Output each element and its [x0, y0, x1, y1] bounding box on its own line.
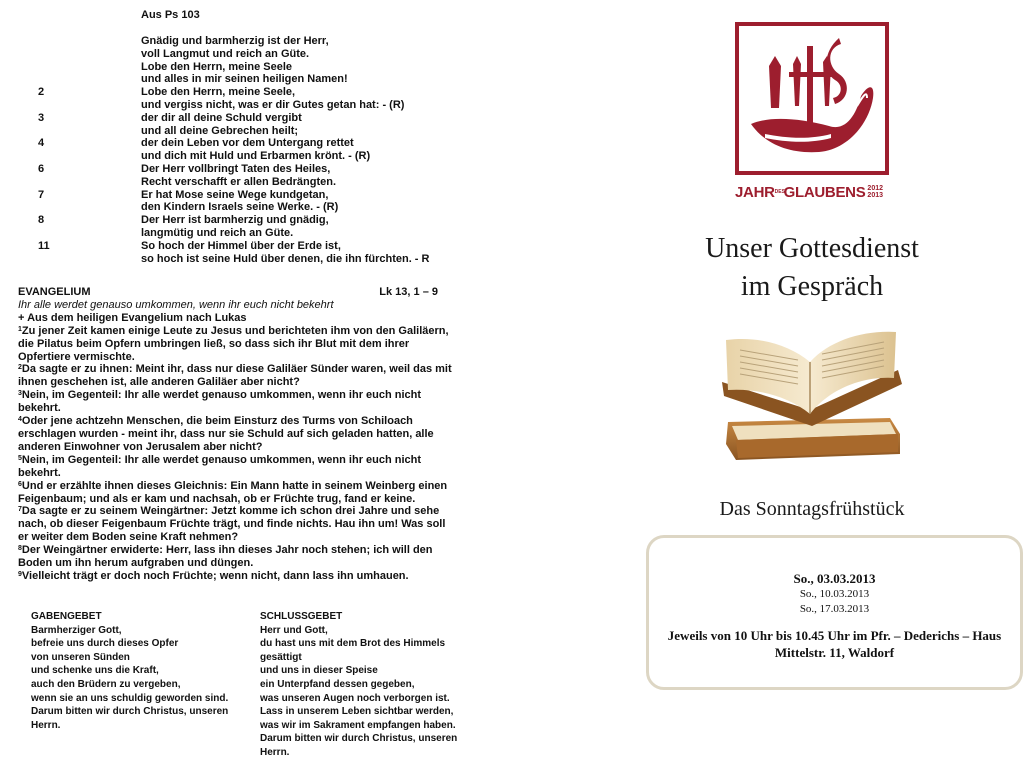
schlussgebet-line: ein Unterpfand dessen gegeben, [260, 678, 415, 690]
psalm-verse-number [38, 48, 141, 61]
schlussgebet-heading: SCHLUSSGEBET [260, 611, 343, 622]
psalm-line: So hoch der Himmel über der Erde ist, [141, 239, 341, 252]
psalm-row [38, 99, 458, 112]
psalm-row [38, 214, 458, 227]
psalm-line: Lobe den Herrn, meine Seele [141, 60, 292, 73]
psalm-line: der dein Leben vor dem Untergang rettet [141, 137, 354, 150]
gabengebet-line: Barmherziger Gott, [31, 624, 122, 636]
verse-text: Zu jener Zeit kamen einige Leute zu Jesus und berichteten ihm von den Galiläern, die Pilatus beim Opfern umbringen ließ, so dass sich ihr Blut mit dem ihrer Opfertiere vermischte. [18, 324, 449, 363]
verse-number: 3 [18, 390, 22, 398]
verse-text: Nein, im Gegenteil: Ihr alle werdet genauso umkommen, wenn ihr euch nicht bekehrt. [18, 389, 422, 415]
psalm-row [38, 240, 458, 253]
logo-word-glaubens: GLAUBENS [783, 183, 866, 201]
psalm-block [38, 35, 458, 265]
subtitle: Das Sonntagsfrühstück [719, 498, 905, 520]
psalm-line: Er hat Mose seine Wege kundgetan, [141, 188, 329, 201]
psalm-line: und dich mit Huld und Erbarmen krönt. - (R) [141, 150, 371, 163]
psalm-line: Gnädig und barmherzig ist der Herr, [141, 35, 329, 47]
psalm-line: Der Herr ist barmherzig und gnädig, [141, 214, 329, 227]
gospel-motto: Ihr alle werdet genauso umkommen, wenn ihr euch nicht bekehrt [18, 298, 334, 311]
psalm-verse-number [38, 35, 141, 48]
verse-number: 2 [18, 364, 22, 372]
gospel-verse [18, 505, 458, 544]
schlussgebet-line: was unseren Augen noch verborgen ist. [260, 692, 450, 704]
logo-years [867, 185, 883, 200]
psalm-row [38, 176, 458, 189]
gabengebet-line: auch den Brüdern zu vergeben, [31, 678, 181, 690]
address-line: Mittelstr. 11, Waldorf [774, 645, 895, 660]
psalm-line: Recht verschafft er allen Bedrängten. [141, 175, 337, 188]
psalm-line: so hoch ist seine Huld über denen, die ihn fürchten. - R [141, 252, 430, 265]
logo-emblem-icon [739, 26, 885, 171]
gospel-intro: + Aus dem heiligen Evangelium nach Lukas [18, 311, 247, 324]
psalm-row [38, 35, 458, 48]
page-title [662, 230, 962, 306]
verse-text: Der Weingärtner erwiderte: Herr, lass ihn dieses Jahr noch stehen; ich will den Boden um ihn herum aufgraben und düngen. [18, 544, 433, 570]
schlussgebet-line: Herrn. [260, 746, 290, 758]
gospel-verse [18, 544, 458, 570]
gospel-verse [18, 389, 458, 415]
psalm-verse-number [38, 201, 141, 214]
gospel-block [18, 286, 458, 583]
psalm-title: Aus Ps 103 [141, 9, 200, 21]
psalm-line: langmütig und reich an Güte. [141, 226, 294, 239]
verse-text: Oder jene achtzehn Menschen, die beim Einsturz des Turms von Schiloach erschlagen wurden - meint ihr, dass nur sie Schuld auf sich geladen hatten, alle anderen Einwohner von Jerusalem aber nicht? [18, 415, 434, 453]
gospel-reference: Lk 13, 1 – 9 [379, 286, 438, 298]
psalm-line: und all deine Gebrechen heilt; [141, 124, 299, 137]
verse-text: Nein, im Gegenteil: Ihr alle werdet genauso umkommen, wenn ihr euch nicht bekehrt. [18, 453, 422, 479]
psalm-row [38, 227, 458, 240]
psalm-line: Lobe den Herrn, meine Seele, [141, 86, 296, 99]
psalm-verse-number: 4 [38, 137, 45, 150]
psalm-row [38, 86, 458, 99]
dates-box [646, 535, 1023, 690]
schlussgebet-line: und uns in dieser Speise [260, 665, 378, 677]
title-line-2: im Gespräch [740, 271, 884, 302]
psalm-row [38, 112, 458, 125]
psalm-row [38, 48, 458, 61]
psalm-row [38, 73, 458, 86]
logo-word-des: DES [774, 188, 785, 195]
logo-year-2: 2013 [867, 192, 883, 199]
gabengebet-line: befreie uns durch dieses Opfer [31, 638, 179, 650]
gabengebet-line: von unseren Sünden [31, 651, 130, 663]
gospel-verse [18, 415, 458, 454]
date-second: So., 10.03.2013 [799, 588, 870, 600]
gabengebet [31, 610, 241, 732]
verse-number: 9 [18, 570, 22, 578]
psalm-verse-number [38, 73, 141, 86]
gospel-verse [18, 363, 458, 389]
date-main: So., 03.03.2013 [793, 571, 876, 586]
gabengebet-line: Herrn. [31, 719, 61, 731]
psalm-line: und alles in mir seinen heiligen Namen! [141, 73, 348, 86]
open-book-icon [718, 322, 908, 472]
schlussgebet-line: Lass in unserem Leben sichtbar werden, [260, 706, 454, 718]
psalm-verse-number [38, 61, 141, 74]
verse-text: Da sagte er zu seinem Weingärtner: Jetzt komme ich schon drei Jahre und sehe nach, ob dieser Feigenbaum Früchte trägt, und finde nichts. Hau ihn um! Was soll er weiter dem Boden seine Kraft nehmen? [18, 505, 446, 544]
psalm-verse-number [38, 150, 141, 163]
psalm-verse-number [38, 125, 141, 138]
verse-number: 8 [18, 545, 22, 553]
verse-number: 6 [18, 480, 22, 488]
psalm-line: und vergiss nicht, was er dir Gutes getan hat: - (R) [141, 98, 405, 111]
verse-number: 7 [18, 506, 22, 514]
psalm-verse-number [38, 99, 141, 112]
psalm-verse-number [38, 253, 141, 266]
psalm-row [38, 125, 458, 138]
logo-caption [735, 180, 895, 204]
verse-number: 5 [18, 454, 22, 462]
verse-text: Da sagte er zu ihnen: Meint ihr, dass nur diese Galiläer Sünder waren, weil das mit ihnen geschehen ist, alle anderen Galiläer aber nicht? [18, 363, 452, 389]
verse-number: 4 [18, 416, 22, 424]
gabengebet-heading: GABENGEBET [31, 611, 102, 622]
logo-word-jahr: JAHR [735, 183, 775, 201]
gospel-verse [18, 325, 458, 364]
psalm-row [38, 201, 458, 214]
psalm-line: voll Langmut und reich an Güte. [141, 47, 310, 60]
psalm-row [38, 150, 458, 163]
psalm-verse-number [38, 176, 141, 189]
gabengebet-line: Darum bitten wir durch Christus, unseren [31, 706, 229, 718]
gospel-header [18, 286, 458, 299]
logo-year-1: 2012 [867, 184, 883, 192]
gospel-verse [18, 480, 458, 506]
gospel-verse [18, 454, 458, 480]
schlussgebet-line: Darum bitten wir durch Christus, unseren [260, 733, 458, 745]
psalm-row [38, 61, 458, 74]
schlussgebet [260, 610, 470, 760]
gospel-verse [18, 570, 458, 583]
gospel-heading: EVANGELIUM [18, 286, 91, 298]
schlussgebet-line: gesättigt [260, 651, 302, 663]
schlussgebet-line: Herr und Gott, [260, 624, 328, 636]
psalm-verse-number: 2 [38, 86, 45, 99]
time-location-line: Jeweils von 10 Uhr bis 10.45 Uhr im Pfr. – Dederichs – Haus [667, 628, 1002, 643]
verse-text: Und er erzählte ihnen dieses Gleichnis: Ein Mann hatte in seinem Weinberg einen Feigenbaum; und als er kam und nachsah, ob er Früchte trug, fand er keine. [18, 479, 448, 505]
psalm-verse-number: 7 [38, 188, 45, 201]
psalm-row [38, 253, 458, 266]
psalm-row [38, 163, 458, 176]
title-line-1: Unser Gottesdienst [705, 233, 919, 264]
jahr-des-glaubens-logo [735, 22, 889, 175]
psalm-line: der dir all deine Schuld vergibt [141, 111, 302, 124]
dates-content [649, 570, 1020, 661]
psalm-verse-number: 8 [38, 214, 45, 227]
verse-number: 1 [18, 325, 22, 333]
psalm-line: den Kindern Israels seine Werke. - (R) [141, 201, 339, 214]
psalm-verse-number: 3 [38, 111, 45, 124]
psalm-line: Der Herr vollbringt Taten des Heiles, [141, 162, 331, 175]
psalm-row [38, 137, 458, 150]
psalm-row [38, 189, 458, 202]
psalm-verse-number: 6 [38, 162, 45, 175]
gabengebet-line: und schenke uns die Kraft, [31, 665, 159, 677]
gabengebet-line: wenn sie an uns schuldig geworden sind. [31, 692, 229, 704]
schlussgebet-line: du hast uns mit dem Brot des Himmels [260, 638, 446, 650]
gospel-verses [18, 325, 458, 583]
psalm-verse-number: 11 [38, 239, 50, 252]
psalm-verse-number [38, 227, 141, 240]
schlussgebet-line: was wir im Sakrament empfangen haben. [260, 719, 456, 731]
date-third: So., 17.03.2013 [799, 603, 870, 615]
verse-text: Vielleicht trägt er doch noch Früchte; wenn nicht, dann lass ihn umhauen. [21, 569, 409, 582]
